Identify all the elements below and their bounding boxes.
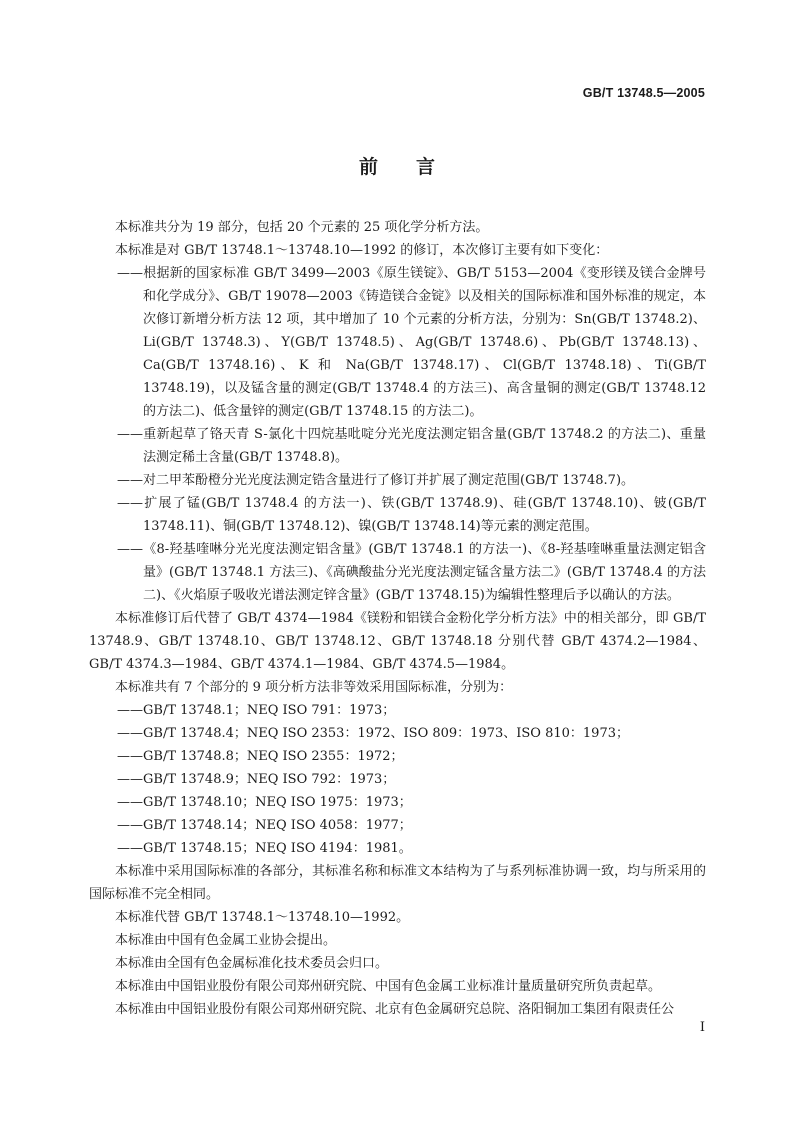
paragraph: 本标准共有 7 个部分的 9 项分析方法非等效采用国际标准，分别为： [115,680,513,695]
paragraph: 本标准由全国有色金属标准化技术委员会归口。 [115,956,389,971]
dash-list-item: ——《8-羟基喹啉分光光度法测定铝含量》(GB/T 13748.1 的方法一)、《8-羟基喹啉重量法测定铝含量》(GB/T 13748.1 方法三)、《高碘酸盐分光光度法测定锰含量方法二》(GB/T 13748.4 的方法二)、《火焰原子吸收光谱法测定锌含量》(GB/T 13748.15)为编辑性整理后予以确认的方法。 [117,542,706,603]
dash-list-item: ——对二甲苯酚橙分光光度法测定锆含量进行了修订并扩展了测定范围(GB/T 13748.7)。 [117,473,635,488]
iso-list-item: ——GB/T 13748.4；NEQ ISO 2353：1972、ISO 809：1973、ISO 810：1973； [117,726,629,741]
dash-list-item: ——根据新的国家标准 GB/T 3499—2003《原生镁锭》、GB/T 5153—2004《变形镁及镁合金牌号和化学成分》、GB/T 19078—2003《铸造镁合金锭》以及相关的国际标准和国外标准的规定，本次修订新增分析方法 12 项，其中增加了 10 个元素的分析方法，分别为：Sn(GB/T 13748.2)、Li(GB/T 13748.3)、Y(GB/T 13748.5)、Ag(GB/T 13748.6)、Pb(GB/T 13748.13)、Ca(GB/T 13748.16)、K 和 Na(GB/T 13748.17)、Cl(GB/T 13748.18)、Ti(GB/T 13748.19)，以及锰含量的测定(GB/T 13748.4 的方法三)、高含量铜的测定(GB/T 13748.12 的方法二)、低含量锌的测定(GB/T 13748.15 的方法二)。 [117,266,706,419]
iso-list-item: ——GB/T 13748.15；NEQ ISO 4194：1981。 [117,841,412,856]
paragraph: 本标准由中国铝业股份有限公司郑州研究院、北京有色金属研究总院、洛阳铜加工集团有限责任公 [115,1002,675,1017]
paragraph: 本标准中采用国际标准的各部分，其标准名称和标准文本结构为了与系列标准协调一致，均与所采用的国际标准不完全相同。 [89,864,706,902]
paragraph: 本标准由中国有色金属工业协会提出。 [115,933,337,948]
page-title: 前言 [358,156,473,178]
dash-list-item: ——扩展了锰(GB/T 13748.4 的方法一)、铁(GB/T 13748.9)、硅(GB/T 13748.10)、铍(GB/T 13748.11)、铜(GB/T 13748.12)、镍(GB/T 13748.14)等元素的测定范围。 [117,496,706,534]
iso-list-item: ——GB/T 13748.1；NEQ ISO 791：1973； [117,703,396,718]
standard-code: GB/T 13748.5—2005 [582,86,705,100]
page-number: I [699,1020,705,1035]
paragraph: 本标准代替 GB/T 13748.1～13748.10—1992。 [115,910,410,925]
iso-list-item: ——GB/T 13748.14；NEQ ISO 4058：1977； [117,818,412,833]
iso-list-item: ——GB/T 13748.8；NEQ ISO 2355：1972； [117,749,404,764]
paragraph: 本标准是对 GB/T 13748.1～13748.10—1992 的修订，本次修订主要有如下变化： [115,243,609,258]
paragraph: 本标准共分为 19 部分，包括 20 个元素的 25 项化学分析方法。 [115,220,489,235]
foreword-body [89,216,706,1021]
iso-list-item: ——GB/T 13748.9；NEQ ISO 792：1973； [117,772,396,787]
paragraph: 本标准修订后代替了 GB/T 4374—1984《镁粉和铝镁合金粉化学分析方法》中的相关部分，即 GB/T 13748.9、GB/T 13748.10、GB/T 13748.12、GB/T 13748.18 分别代替 GB/T 4374.2—1984、GB/T 4374.3—1984、GB/T 4374.1—1984、GB/T 4374.5—1984。 [89,611,706,672]
dash-list-item: ——重新起草了铬天青 S-氯化十四烷基吡啶分光光度法测定铝含量(GB/T 13748.2 的方法二)、重量法测定稀土含量(GB/T 13748.8)。 [117,427,706,465]
paragraph: 本标准由中国铝业股份有限公司郑州研究院、中国有色金属工业标准计量质量研究所负责起草。 [115,979,662,994]
iso-list-item: ——GB/T 13748.10；NEQ ISO 1975：1973； [117,795,412,810]
